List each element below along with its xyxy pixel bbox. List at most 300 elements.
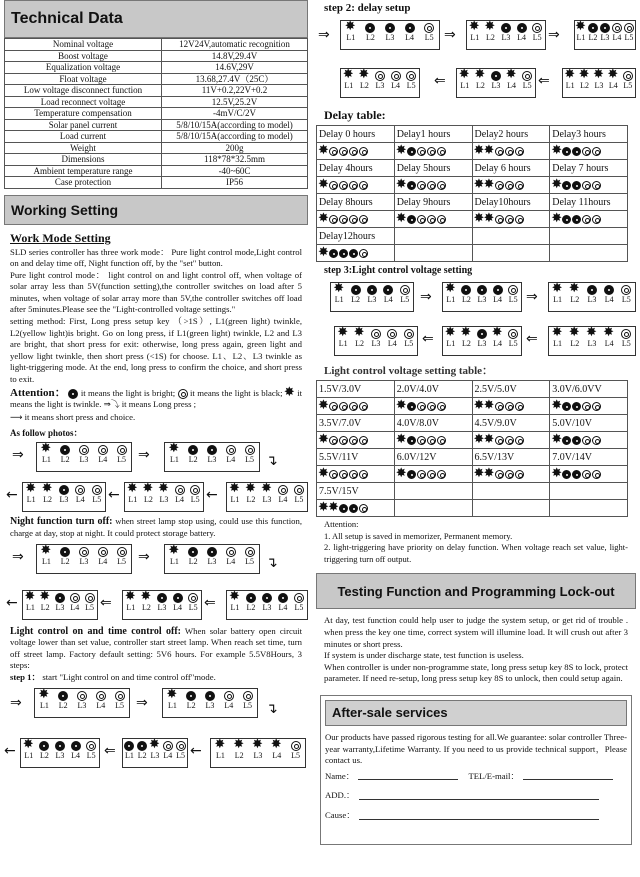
indicator-panel: [574, 20, 636, 50]
led-label: L2: [60, 556, 70, 566]
led-black-icon: [359, 402, 368, 411]
led-twinkle-icon: [552, 436, 561, 445]
led-black-icon: [245, 547, 255, 557]
table-cell: Delay1 hours: [394, 126, 472, 143]
led-black-icon: [96, 691, 106, 701]
led-bright-icon: [517, 23, 527, 33]
led-label: L3: [253, 750, 263, 760]
led-bright-icon: [407, 147, 416, 156]
delay-table-title: Delay table:: [324, 108, 386, 122]
led-twinkle-icon: [553, 285, 563, 295]
led-twinkle-icon: [493, 329, 503, 339]
indicator-panel: [36, 442, 132, 472]
led-twinkle-icon: [446, 329, 456, 339]
led-bright-icon: [186, 691, 196, 701]
led-bright-icon: [157, 593, 167, 603]
led-label: L5: [624, 33, 634, 42]
table-cell: 2.5V/5.0V: [472, 381, 550, 398]
led-black-icon: [349, 470, 358, 479]
led-bright-icon: [405, 23, 415, 33]
led-black-icon: [79, 547, 89, 557]
led-black-icon: [621, 329, 631, 339]
led-pattern-cell: [317, 143, 395, 160]
flow-arrow-icon: ⇐: [104, 742, 116, 759]
led-label: L5: [623, 81, 633, 90]
led-label: L1: [565, 81, 575, 90]
led-label: L2: [485, 33, 495, 42]
work-mode-intro: SLD series controller has three work mode： Pure light control mode,Light control on and delay time off, Night function off, by the "set" button.: [10, 246, 302, 269]
table-cell: 2.0V/4.0V: [394, 381, 472, 398]
led-pattern-cell: [394, 245, 472, 262]
led-label: L5: [404, 339, 414, 348]
led-pattern-cell: [472, 398, 550, 415]
working-body: [4, 231, 308, 440]
table-row: [317, 483, 628, 500]
led-label: L5: [85, 602, 95, 612]
led-label: L5: [424, 33, 434, 42]
table-cell: Delay 11hours: [550, 194, 628, 211]
led-black-icon: [417, 402, 426, 411]
table-cell: Delay 8hours: [317, 194, 395, 211]
led-black-icon: [387, 329, 397, 339]
indicator-panel: [20, 738, 100, 768]
led-label: L3: [477, 339, 487, 348]
led-label: L5: [291, 750, 301, 760]
led-label: L2: [60, 455, 70, 465]
led-pattern-cell: [550, 466, 628, 483]
led-pattern-cell: [394, 177, 472, 194]
led-twinkle-icon: [319, 504, 328, 513]
table-cell: 5.5V/11V: [317, 449, 395, 466]
led-bright-icon: [562, 147, 571, 156]
led-pattern-cell: [550, 398, 628, 415]
table-row: [317, 381, 628, 398]
led-black-icon: [349, 402, 358, 411]
table-cell: Delay 9hours: [394, 194, 472, 211]
led-black-icon: [417, 181, 426, 190]
led-pattern-cell: [550, 500, 628, 517]
flow-arrow-icon: ⇒: [444, 27, 456, 43]
table-icon-row: [317, 432, 628, 449]
table-icon-row: [317, 245, 628, 262]
led-black-icon: [406, 71, 416, 81]
led-black-icon: [98, 445, 108, 455]
spec-row: [5, 154, 308, 166]
led-black-icon: [515, 470, 524, 479]
led-label: L3: [594, 81, 604, 90]
led-label: L5: [621, 295, 631, 304]
step3-title: step 3:Light control voltage setting: [324, 265, 473, 276]
led-black-icon: [329, 181, 338, 190]
led-pattern-cell: [317, 500, 395, 517]
flow-arrow-icon: ←: [6, 594, 18, 611]
led-bright-icon: [365, 23, 375, 33]
led-black-icon: [188, 593, 198, 603]
led-twinkle-icon: [215, 741, 225, 751]
led-label: L2: [570, 295, 580, 304]
after-sale-header: [325, 700, 627, 726]
led-pattern-cell: [550, 177, 628, 194]
led-label: L2: [461, 295, 471, 304]
led-label: L3: [79, 455, 89, 465]
table-cell: [472, 483, 550, 500]
flow-arrow-icon: ←: [6, 487, 18, 504]
led-twinkle-icon: [552, 402, 561, 411]
led-bright-icon: [562, 470, 571, 479]
led-black-icon: [77, 691, 87, 701]
spec-row: [5, 142, 308, 154]
led-pattern-cell: [472, 211, 550, 228]
led-twinkle-icon: [43, 485, 53, 495]
led-label: L3: [587, 295, 597, 304]
led-black-icon: [176, 741, 186, 751]
led-bright-icon: [562, 402, 571, 411]
led-twinkle-icon: [485, 147, 494, 156]
cause-field[interactable]: [359, 819, 599, 820]
led-black-icon: [612, 23, 622, 33]
led-black-icon: [592, 470, 601, 479]
indicator-panel: [22, 482, 106, 512]
led-label: L2: [351, 295, 361, 304]
led-twinkle-icon: [319, 402, 328, 411]
flow-arrow-icon: ↴: [266, 554, 278, 571]
led-twinkle-icon: [485, 181, 494, 190]
led-bright-icon: [367, 285, 377, 295]
led-bright-icon: [572, 436, 581, 445]
led-pattern-cell: [472, 143, 550, 160]
led-twinkle-icon: [319, 436, 328, 445]
led-twinkle-icon: [338, 329, 348, 339]
flow-arrow-icon: ↴: [266, 453, 278, 470]
led-pattern-cell: [317, 211, 395, 228]
indicator-panel: [210, 738, 306, 768]
led-black-icon: [359, 436, 368, 445]
led-twinkle-icon: [604, 329, 614, 339]
led-black-icon: [349, 215, 358, 224]
led-black-icon: [505, 402, 514, 411]
led-pattern-cell: [394, 500, 472, 517]
led-black-icon: [329, 402, 338, 411]
attention-notes: [316, 517, 636, 565]
spec-value: 14.8V,29.4V: [162, 50, 308, 62]
led-black-icon: [505, 181, 514, 190]
led-label: L4: [96, 700, 106, 710]
led-bright-icon: [383, 285, 393, 295]
led-label: L1: [460, 81, 470, 90]
led-black-icon: [243, 691, 253, 701]
led-label: L3: [367, 295, 377, 304]
led-bright-icon: [55, 593, 65, 603]
table-row: [317, 194, 628, 211]
led-pattern-cell: [317, 466, 395, 483]
led-black-icon: [592, 147, 601, 156]
led-black-icon: [163, 741, 173, 751]
name-label: Name：: [325, 770, 355, 781]
led-bright-icon: [60, 445, 70, 455]
flow-arrow-icon: ←: [4, 742, 16, 759]
led-label: L3: [501, 33, 511, 42]
spec-key: Ambient temperature range: [5, 165, 162, 177]
led-twinkle-icon: [475, 402, 484, 411]
led-black-icon: [349, 181, 358, 190]
led-label: L3: [59, 495, 69, 505]
table-cell: 4.5V/9.0V: [472, 415, 550, 432]
work-mode-flow: [4, 440, 308, 516]
right-column: [316, 0, 636, 845]
led-twinkle-icon: [285, 389, 295, 399]
led-label: L4: [226, 455, 236, 465]
led-twinkle-icon: [319, 147, 328, 156]
led-black-icon: [515, 147, 524, 156]
cause-label: Cause：: [325, 809, 355, 820]
led-black-icon: [339, 147, 348, 156]
name-field[interactable]: [358, 779, 458, 780]
led-black-icon: [417, 436, 426, 445]
led-label: L1: [230, 602, 240, 612]
light-control-block: [4, 626, 308, 684]
led-bright-icon: [59, 485, 69, 495]
tech-data-table: [4, 38, 308, 189]
flow-arrow-icon: ⇐: [100, 594, 112, 611]
table-cell: [550, 483, 628, 500]
flow-arrow-icon: ⇐: [538, 73, 550, 89]
led-label: L1: [470, 33, 480, 42]
led-twinkle-icon: [397, 470, 406, 479]
attention-label: Attention：: [10, 386, 67, 399]
led-twinkle-icon: [234, 741, 244, 751]
spec-key: Dimensions: [5, 154, 162, 166]
flow-arrow-icon: ⇐: [434, 73, 446, 89]
spec-key: Low voltage disconnect function: [5, 85, 162, 97]
led-label: L5: [117, 455, 127, 465]
indicator-panel: [34, 688, 130, 718]
led-label: L5: [508, 295, 518, 304]
delay-table: [316, 125, 628, 262]
led-twinkle-icon: [41, 445, 51, 455]
led-twinkle-icon: [397, 181, 406, 190]
led-black-icon: [417, 215, 426, 224]
led-bright-icon: [188, 547, 198, 557]
led-label: L2: [246, 495, 256, 505]
led-twinkle-icon: [565, 71, 575, 81]
led-label: L1: [26, 495, 36, 505]
led-bright-icon: [246, 593, 256, 603]
spec-row: [5, 73, 308, 85]
legend-long-text: it means Long press ;: [121, 399, 197, 410]
led-twinkle-icon: [570, 329, 580, 339]
led-label: L2: [234, 750, 244, 760]
table-cell: 6.0V/12V: [394, 449, 472, 466]
led-twinkle-icon: [485, 215, 494, 224]
led-bright-icon: [124, 741, 134, 751]
led-bright-icon: [39, 741, 49, 751]
spec-key: Temperature compensation: [5, 108, 162, 120]
led-twinkle-icon: [397, 436, 406, 445]
led-twinkle-icon: [485, 470, 494, 479]
led-bright-icon: [587, 285, 597, 295]
cause-row: [325, 810, 627, 822]
led-label: L2: [39, 750, 49, 760]
led-label: L1: [446, 339, 456, 348]
flow-arrow-icon: ⇒: [138, 548, 150, 565]
led-black-icon: [417, 470, 426, 479]
led-black-icon: [79, 445, 89, 455]
led-twinkle-icon: [576, 23, 586, 33]
led-label: L1: [169, 455, 179, 465]
led-label: L1: [24, 750, 34, 760]
led-label: L5: [294, 602, 304, 612]
led-label: L4: [224, 700, 234, 710]
led-bright-icon: [173, 593, 183, 603]
led-label: L5: [243, 700, 253, 710]
led-pattern-cell: [472, 245, 550, 262]
long-press-arrow-icon: ⇒⤵: [103, 400, 120, 411]
spec-value: IP56: [162, 177, 308, 189]
led-bright-icon: [262, 593, 272, 603]
flow-arrow-icon: ↴: [266, 700, 278, 717]
spec-row: [5, 108, 308, 120]
led-label: L4: [226, 556, 236, 566]
led-bright-icon: [572, 470, 581, 479]
led-twinkle-icon: [253, 741, 263, 751]
led-black-icon: [515, 215, 524, 224]
led-label: L5: [117, 556, 127, 566]
add-field[interactable]: [359, 799, 599, 800]
led-label: L2: [141, 602, 151, 612]
led-label: L2: [186, 700, 196, 710]
led-black-icon: [349, 147, 358, 156]
table-icon-row: [317, 211, 628, 228]
led-black-icon: [427, 470, 436, 479]
led-black-icon: [427, 147, 436, 156]
led-label: L5: [522, 81, 532, 90]
indicator-panel: [164, 442, 260, 472]
testing-header: [316, 573, 636, 609]
led-black-icon: [70, 593, 80, 603]
pure-light-text: Pure light control mode： light control on and light control off, when voltage of solar array less than 5V(function setting),the controller switches on load after 5 minutes, when voltage of solar array more than 5V,the controller switches off load after 5minutes.Please see the "Light-controlled voltage settings.": [10, 269, 302, 315]
led-black-icon: [427, 215, 436, 224]
led-black-icon: [339, 215, 348, 224]
testing-title: Testing Function and Programming Lock-out: [337, 583, 615, 599]
led-label: L4: [604, 339, 614, 348]
legend-black-text: it means the light is black;: [190, 387, 283, 398]
led-bright-icon: [407, 470, 416, 479]
led-black-icon: [582, 402, 591, 411]
tel-field[interactable]: [523, 779, 613, 780]
flow-arrow-icon: ⇒: [548, 27, 560, 43]
led-black-icon: [427, 402, 436, 411]
table-cell: 7.0V/14V: [550, 449, 628, 466]
led-twinkle-icon: [41, 547, 51, 557]
led-label: L2: [143, 495, 153, 505]
led-black-icon: [85, 593, 95, 603]
led-black-icon: [505, 215, 514, 224]
led-pattern-cell: [472, 177, 550, 194]
led-label: L4: [493, 339, 503, 348]
table-icon-row: [317, 398, 628, 415]
led-bright-icon: [501, 23, 511, 33]
led-label: L5: [621, 339, 631, 348]
after-sale-text: Our products have passed rigorous testing for all.We guarantee: solar controller Three-year warranty,Lifetime Warranty. If you need to us provide technical support，Please contact us.: [325, 731, 627, 766]
led-black-icon: [117, 547, 127, 557]
led-label: L4: [507, 81, 517, 90]
working-setting-title: Working Setting: [11, 201, 119, 218]
led-twinkle-icon: [507, 71, 517, 81]
led-label: L4: [98, 455, 108, 465]
spec-row: [5, 50, 308, 62]
step2-flow: [316, 14, 636, 104]
led-label: L1: [25, 602, 35, 612]
table-cell: Delay 6 hours: [472, 160, 550, 177]
led-label: L5: [400, 295, 410, 304]
flow-arrow-icon: ⇒: [420, 289, 432, 305]
led-bright-icon: [588, 23, 598, 33]
led-black-icon: [495, 215, 504, 224]
indicator-panel: [124, 482, 204, 512]
led-black-icon: [437, 147, 446, 156]
led-black-icon: [515, 402, 524, 411]
led-label: L3: [55, 602, 65, 612]
led-label: L1: [124, 750, 134, 760]
attention-note-2: 2. light-triggering have priority on delay function. When voltage reach set value, light-triggering turn off output.: [324, 542, 628, 564]
led-label: L5: [532, 33, 542, 42]
spec-key: Float voltage: [5, 73, 162, 85]
led-label: L5: [115, 700, 125, 710]
led-black-icon: [178, 389, 188, 399]
led-bright-icon: [407, 215, 416, 224]
led-twinkle-icon: [169, 547, 179, 557]
left-column: [4, 0, 308, 774]
led-black-icon: [582, 470, 591, 479]
led-twinkle-icon: [39, 691, 49, 701]
led-label: L2: [461, 339, 471, 348]
spec-key: Case protection: [5, 177, 162, 189]
led-label: L3: [159, 495, 169, 505]
led-black-icon: [226, 547, 236, 557]
led-black-icon: [349, 436, 358, 445]
led-label: L1: [41, 556, 51, 566]
led-label: L3: [77, 700, 87, 710]
led-twinkle-icon: [552, 215, 561, 224]
led-black-icon: [329, 215, 338, 224]
spec-row: [5, 119, 308, 131]
spec-key: Boost voltage: [5, 50, 162, 62]
led-black-icon: [117, 445, 127, 455]
led-bright-icon: [572, 147, 581, 156]
led-twinkle-icon: [40, 593, 50, 603]
table-cell: Delay 0 hours: [317, 126, 395, 143]
spec-value: 118*78*32.5mm: [162, 154, 308, 166]
legend-twinkle-text: it means the light is twinkle.: [10, 387, 303, 410]
led-black-icon: [245, 445, 255, 455]
flow-arrow-icon: ⇒: [526, 289, 538, 305]
night-function-block: [4, 516, 308, 539]
led-black-icon: [508, 285, 518, 295]
led-label: L2: [40, 602, 50, 612]
flow-arrow-icon: ←: [108, 487, 120, 504]
led-black-icon: [495, 470, 504, 479]
led-label: L1: [346, 33, 356, 42]
led-label: L3: [262, 602, 272, 612]
led-label: L4: [278, 602, 288, 612]
led-twinkle-icon: [272, 741, 282, 751]
led-label: L3: [157, 602, 167, 612]
led-black-icon: [291, 741, 301, 751]
led-twinkle-icon: [126, 593, 136, 603]
led-black-icon: [623, 71, 633, 81]
led-twinkle-icon: [143, 485, 153, 495]
indicator-panel: [548, 326, 636, 356]
